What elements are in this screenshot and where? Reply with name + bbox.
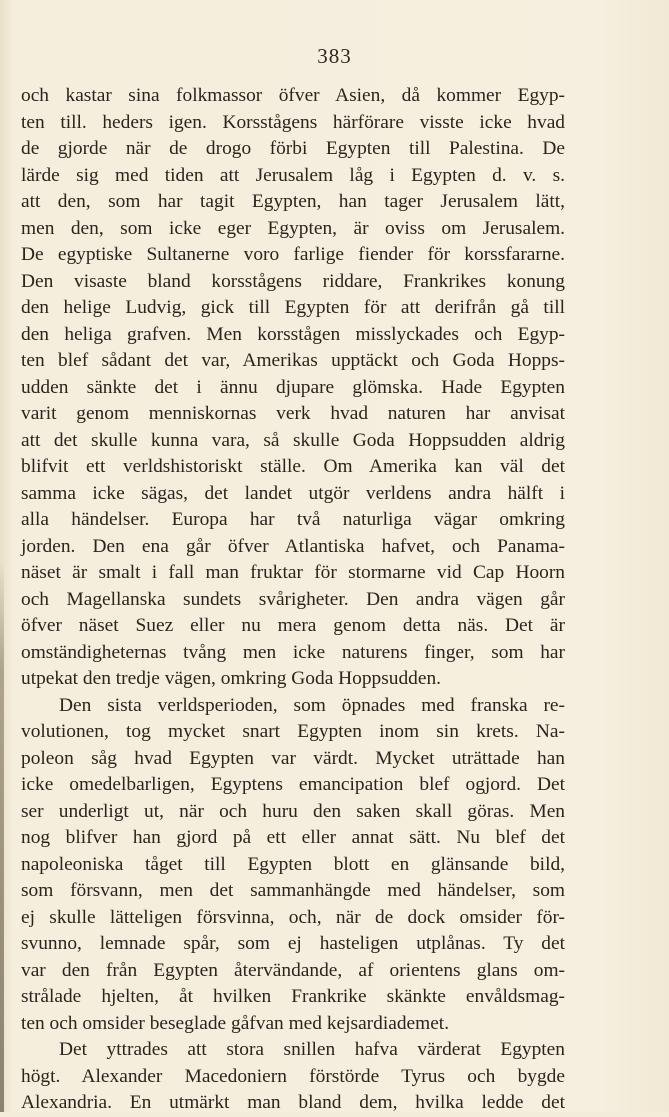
text-line: Alexandria. En utmärkt man bland dem, hvilka ledde det (21, 1092, 565, 1113)
text-line: de gjorde när de drogo förbi Egypten till Palestina. De (21, 138, 565, 159)
text-line: De egyptiske Sultanerne voro farlige fiender för korssfararne. (21, 244, 565, 265)
text-line: Den sista verldsperioden, som öpnades med franska re- (59, 694, 565, 716)
text-line: utpekat den tredje vägen, omkring Goda Hoppsudden. (21, 668, 442, 689)
text-line: ten och omsider beseglade gåfvan med kejsardiademet. (21, 1012, 450, 1034)
text-line: den heliga grafven. Men korsstågen misslyckades och Egyp- (21, 323, 565, 345)
text-line: icke omedelbarligen, Egyptens emancipation blef ogjord. Det (21, 774, 565, 795)
text-line: varit genom menniskornas verk hvad naturen har anvisat (21, 403, 565, 424)
text-line: alla händelser. Europa har två naturliga vägar omkring (21, 509, 565, 530)
text-line: nog blifver han gjord på ett eller annat sätt. Nu blef det (21, 827, 565, 848)
text-line: Den visaste bland korsstågens riddare, Frankrikes konung (21, 270, 565, 292)
text-line: att den, som har tagit Egypten, han tager Jerusalem lätt, (21, 191, 565, 212)
binding-shadow (0, 560, 4, 1112)
body-text (21, 83, 565, 1117)
text-line: och Magellanska sundets svårigheter. Den andra vägen går (21, 588, 565, 610)
text-line: strålade hjelten, åt hvilken Frankrike skänkte envåldsmag- (21, 986, 565, 1007)
text-line: öfver näset Suez eller nu mera genom detta näs. Det är (21, 615, 565, 636)
text-line: svunno, lemnade spår, som ej hasteligen utplånas. Ty det (21, 933, 565, 954)
text-line: ten blef sådant det var, Amerikas upptäckt och Goda Hopps- (21, 350, 565, 371)
text-line: som försvann, men det sammanhängde med händelser, som (21, 880, 565, 901)
text-line: men den, som icke eger Egypten, är oviss om Jerusalem. (21, 217, 565, 239)
text-line: volutionen, tog mycket snart Egypten inom sin krets. Na- (21, 721, 565, 742)
text-line: udden sänkte det i ännu djupare glömska. Hade Egypten (21, 376, 565, 398)
text-line: jorden. Den ena går öfver Atlantiska hafvet, och Panama- (21, 535, 565, 557)
text-line: lärde sig med tiden att Jerusalem låg i Egypten d. v. s. (21, 164, 565, 186)
text-line: var den från Egypten återvändande, af orientens glans om- (21, 959, 565, 981)
text-line: samma icke sägas, det landet utgör verldens andra hälft i (21, 482, 565, 504)
text-line: Det yttrades att stora snillen hafva värderat Egypten (59, 1039, 565, 1060)
text-line: ten till. heders igen. Korsstågens härförare visste icke hvad (21, 111, 565, 133)
text-line: omständigheternas tvång men icke naturens finger, som har (21, 641, 565, 663)
page-number: 383 (317, 44, 352, 68)
text-line: att det skulle kunna vara, så skulle Goda Hoppsudden aldrig (21, 429, 565, 451)
text-line: ser underligt ut, när och huru den saken skall göras. Men (21, 800, 565, 822)
text-line: blifvit ett verldshistoriskt ställe. Om Amerika kan väl det (21, 456, 565, 477)
text-line: ej skulle lätteligen försvinna, och, när de dock omsider för- (21, 906, 565, 928)
text-line: näset är smalt i fall man fruktar för stormarne vid Cap Hoorn (21, 562, 565, 583)
text-line: poleon såg hvad Egypten var värdt. Mycket uträttade han (21, 747, 565, 769)
text-line: högt. Alexander Macedoniern förstörde Tyrus och bygde (21, 1065, 565, 1087)
text-line: napoleoniska tåget till Egypten blott en glänsande bild, (21, 853, 565, 875)
text-line: den helige Ludvig, gick till Egypten för att derifrån gå till (21, 297, 565, 318)
text-line: och kastar sina folkmassor öfver Asien, då kommer Egyp- (21, 85, 565, 106)
